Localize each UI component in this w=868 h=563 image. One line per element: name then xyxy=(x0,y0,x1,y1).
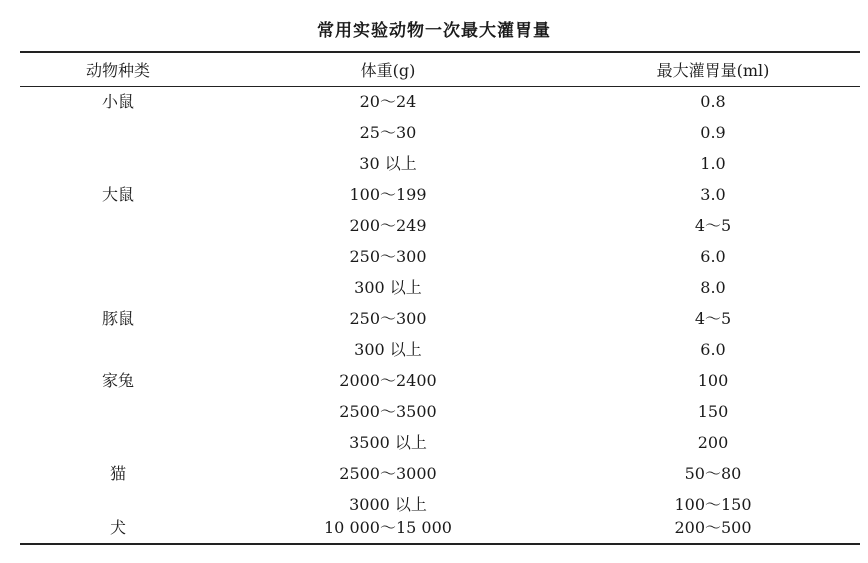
weight-cell: 3000 以上 xyxy=(349,495,427,514)
weight-cell: 25～30 xyxy=(359,123,417,142)
animal-cell xyxy=(58,241,178,272)
animal-cell: 小鼠 xyxy=(101,92,134,111)
animal-cell xyxy=(58,272,178,303)
weight-cell: 250～300 xyxy=(349,309,427,328)
header-animal: 动物种类 xyxy=(85,61,150,80)
animal-cell xyxy=(58,396,178,427)
header-volume: 最大灌胃量(ml) xyxy=(656,61,770,80)
volume-cell: 3.0 xyxy=(700,185,726,204)
volume-cell: 150 xyxy=(697,402,729,421)
animal-cell xyxy=(58,334,178,365)
table-row xyxy=(20,396,860,427)
animal-cell: 大鼠 xyxy=(101,185,134,204)
weight-cell: 3500 以上 xyxy=(349,433,427,452)
animal-cell xyxy=(58,117,178,148)
volume-cell: 200 xyxy=(697,433,729,452)
table-header xyxy=(20,55,860,86)
volume-cell: 200～500 xyxy=(674,518,752,537)
volume-cell: 50～80 xyxy=(684,464,742,483)
volume-cell: 6.0 xyxy=(700,340,726,359)
weight-cell: 200～249 xyxy=(349,216,427,235)
weight-cell: 250～300 xyxy=(349,247,427,266)
volume-cell: 0.8 xyxy=(700,92,726,111)
volume-cell: 1.0 xyxy=(700,154,726,173)
animal-cell: 猫 xyxy=(109,464,126,483)
table-row xyxy=(20,334,860,365)
table-row xyxy=(20,272,860,303)
table-row xyxy=(20,365,860,396)
weight-cell: 30 以上 xyxy=(359,154,417,173)
weight-cell: 300 以上 xyxy=(354,278,422,297)
table-row xyxy=(20,427,860,458)
animal-cell: 豚鼠 xyxy=(101,309,134,328)
table-row xyxy=(20,512,860,543)
weight-cell: 20～24 xyxy=(359,92,417,111)
top-rule xyxy=(20,51,860,53)
volume-cell: 4～5 xyxy=(694,309,732,328)
volume-cell: 6.0 xyxy=(700,247,726,266)
table-row xyxy=(20,117,860,148)
animal-cell xyxy=(58,427,178,458)
weight-cell: 2500～3500 xyxy=(339,402,437,421)
table-row xyxy=(20,303,860,334)
table-row xyxy=(20,241,860,272)
animal-cell: 犬 xyxy=(109,518,126,537)
animal-cell: 家兔 xyxy=(101,371,134,390)
volume-cell: 4～5 xyxy=(694,216,732,235)
weight-cell: 100～199 xyxy=(349,185,427,204)
volume-cell: 8.0 xyxy=(700,278,726,297)
table-title: 常用实验动物一次最大灌胃量 xyxy=(317,21,551,41)
volume-cell: 0.9 xyxy=(700,123,726,142)
weight-cell: 300 以上 xyxy=(354,340,422,359)
weight-cell: 2000～2400 xyxy=(339,371,437,390)
animal-cell xyxy=(58,210,178,241)
volume-cell: 100 xyxy=(697,371,729,390)
bottom-rule xyxy=(20,543,860,545)
table-row xyxy=(20,86,860,117)
table-row xyxy=(20,210,860,241)
weight-cell: 10 000～15 000 xyxy=(324,518,452,537)
weight-cell: 2500～3000 xyxy=(339,464,437,483)
volume-cell: 100～150 xyxy=(674,495,752,514)
table-row xyxy=(20,148,860,179)
header-weight: 体重(g) xyxy=(360,61,416,80)
animal-cell xyxy=(58,148,178,179)
table-row xyxy=(20,179,860,210)
table-row xyxy=(20,458,860,489)
